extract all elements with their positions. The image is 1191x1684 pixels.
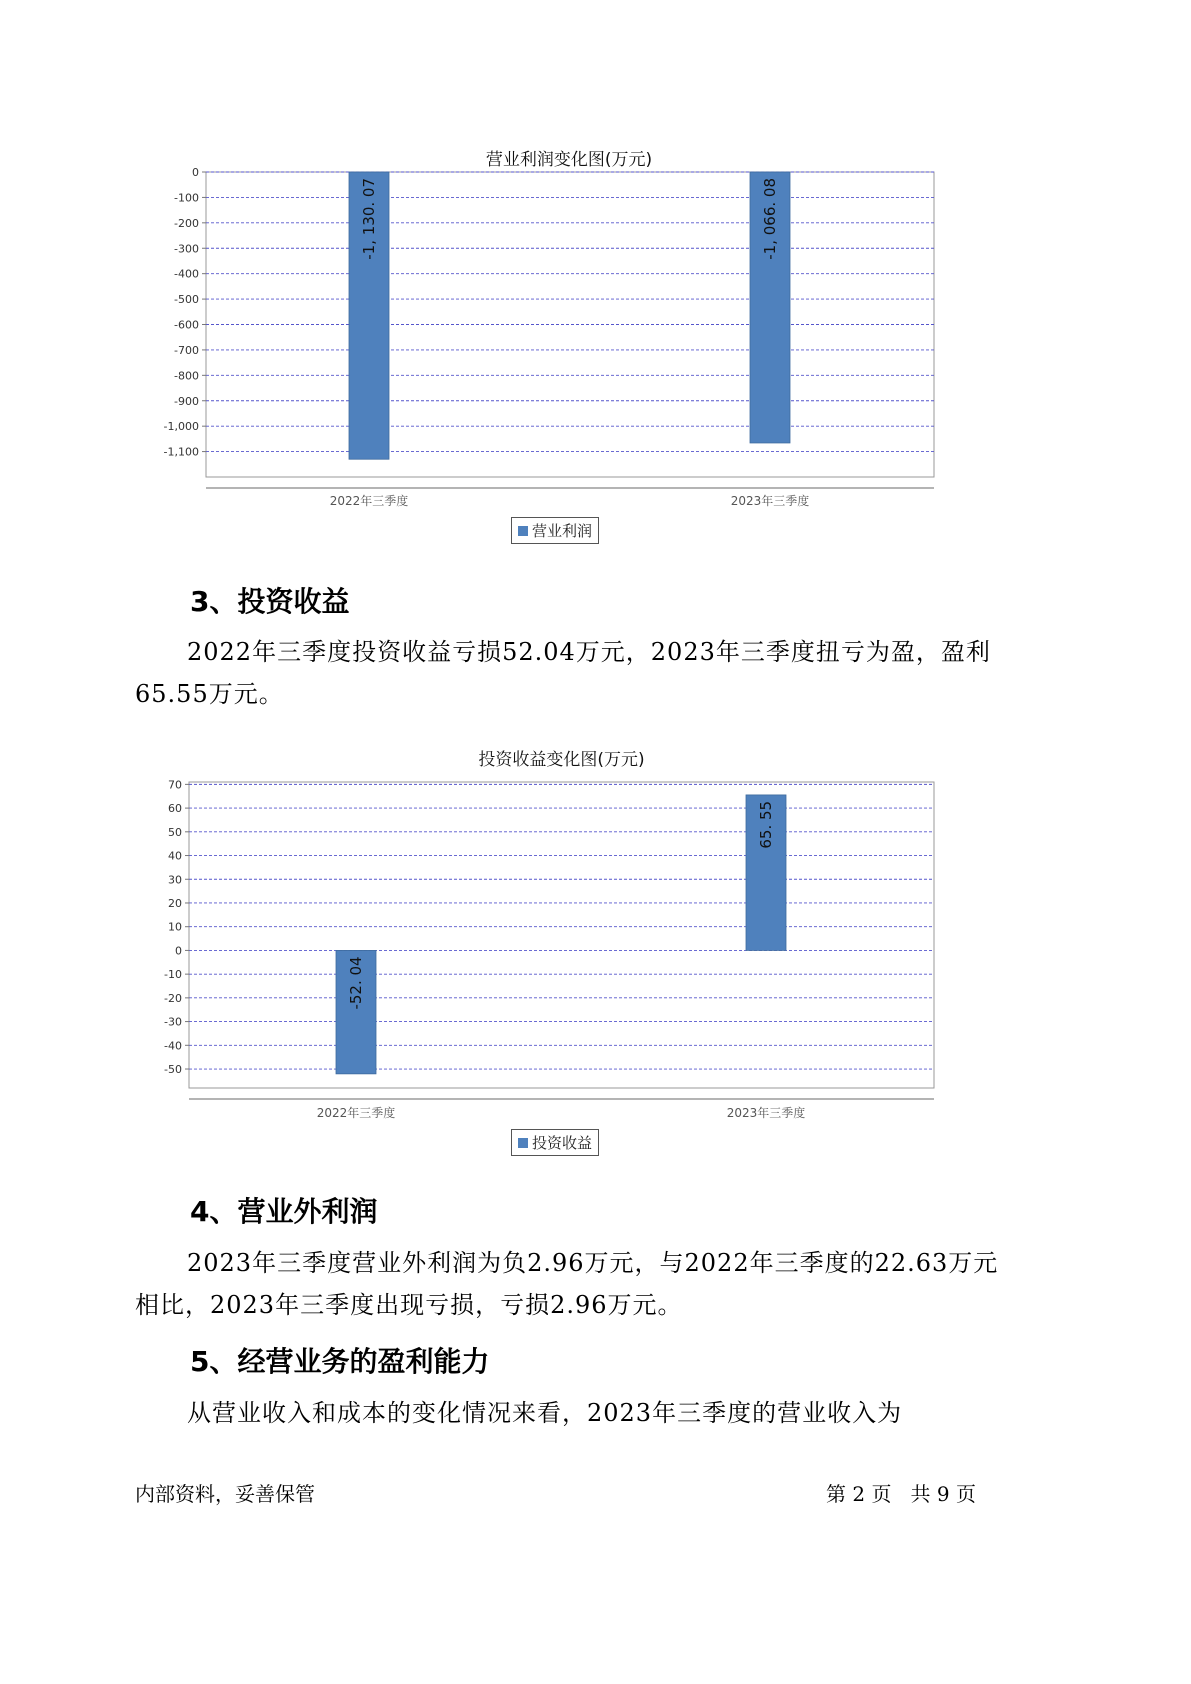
bar-data-label: 65. 55 <box>757 800 775 849</box>
x-category-label: 2022年三季度 <box>329 494 409 508</box>
y-tick-label: -400 <box>174 267 199 281</box>
y-tick-label: 0 <box>192 166 199 179</box>
bar-data-label: -52. 04 <box>347 956 365 1010</box>
section3-line1: 2022年三季度投资收益亏损52.04万元，2023年三季度扭亏为盈，盈利 <box>187 638 991 666</box>
y-tick-label: -600 <box>174 318 199 332</box>
y-tick-label: -30 <box>164 1015 182 1029</box>
section4-line1: 2023年三季度营业外利润为负2.96万元，与2022年三季度的22.63万元 <box>187 1249 999 1277</box>
y-tick-label: 50 <box>168 825 182 839</box>
y-tick-label: -40 <box>164 1039 182 1053</box>
y-tick-label: 30 <box>168 873 182 887</box>
section4-line2: 相比，2023年三季度出现亏损，亏损2.96万元。 <box>135 1291 683 1319</box>
operating-profit-chart <box>150 165 950 520</box>
section5-heading: 5、经营业务的盈利能力 <box>190 1345 490 1378</box>
y-tick-label: -300 <box>174 242 199 256</box>
x-category-label: 2023年三季度 <box>730 494 810 508</box>
section5-line1: 从营业收入和成本的变化情况来看，2023年三季度的营业收入为 <box>187 1399 903 1427</box>
x-category-label: 2022年三季度 <box>316 1106 396 1120</box>
plot-area <box>189 782 934 1088</box>
y-tick-label: 70 <box>168 778 182 792</box>
chart1-legend <box>511 517 599 544</box>
y-tick-label: -500 <box>174 293 199 307</box>
chart2-title: 投资收益变化图(万元) <box>478 750 645 770</box>
y-tick-label: -700 <box>174 343 199 357</box>
y-tick-label: 10 <box>168 920 182 934</box>
chart2-legend <box>511 1129 599 1156</box>
y-tick-label: -1,100 <box>163 445 199 459</box>
footer-confidential-note: 内部资料，妥善保管 <box>135 1482 315 1506</box>
y-tick-label: -900 <box>174 394 199 408</box>
legend-swatch <box>518 526 528 536</box>
y-tick-label: -800 <box>174 369 199 383</box>
y-tick-label: -10 <box>164 968 182 982</box>
y-tick-label: -200 <box>174 216 199 230</box>
y-tick-label: -1,000 <box>163 420 199 434</box>
y-tick-label: 0 <box>175 944 182 958</box>
section3-line2: 65.55万元。 <box>135 680 284 708</box>
plot-area <box>206 172 934 477</box>
footer-page-number: 第 2 页 共 9 页 <box>826 1482 976 1506</box>
investment-income-chart <box>150 775 950 1130</box>
y-tick-label: -50 <box>164 1063 182 1077</box>
chart1-title: 营业利润变化图(万元) <box>485 150 653 170</box>
legend-swatch <box>518 1138 528 1148</box>
section3-heading: 3、投资收益 <box>190 585 350 618</box>
chart2-legend-label: 投资收益 <box>532 1134 593 1152</box>
y-tick-label: 60 <box>168 802 182 816</box>
y-tick-label: -100 <box>174 191 199 205</box>
y-tick-label: 40 <box>168 849 182 863</box>
y-tick-label: -20 <box>164 991 182 1005</box>
bar-data-label: -1, 130. 07 <box>360 178 378 260</box>
x-category-label: 2023年三季度 <box>726 1106 806 1120</box>
chart1-legend-label: 营业利润 <box>532 522 593 540</box>
bar-data-label: -1, 066. 08 <box>761 178 779 260</box>
y-tick-label: 20 <box>168 896 182 910</box>
section4-heading: 4、营业外利润 <box>190 1195 378 1228</box>
